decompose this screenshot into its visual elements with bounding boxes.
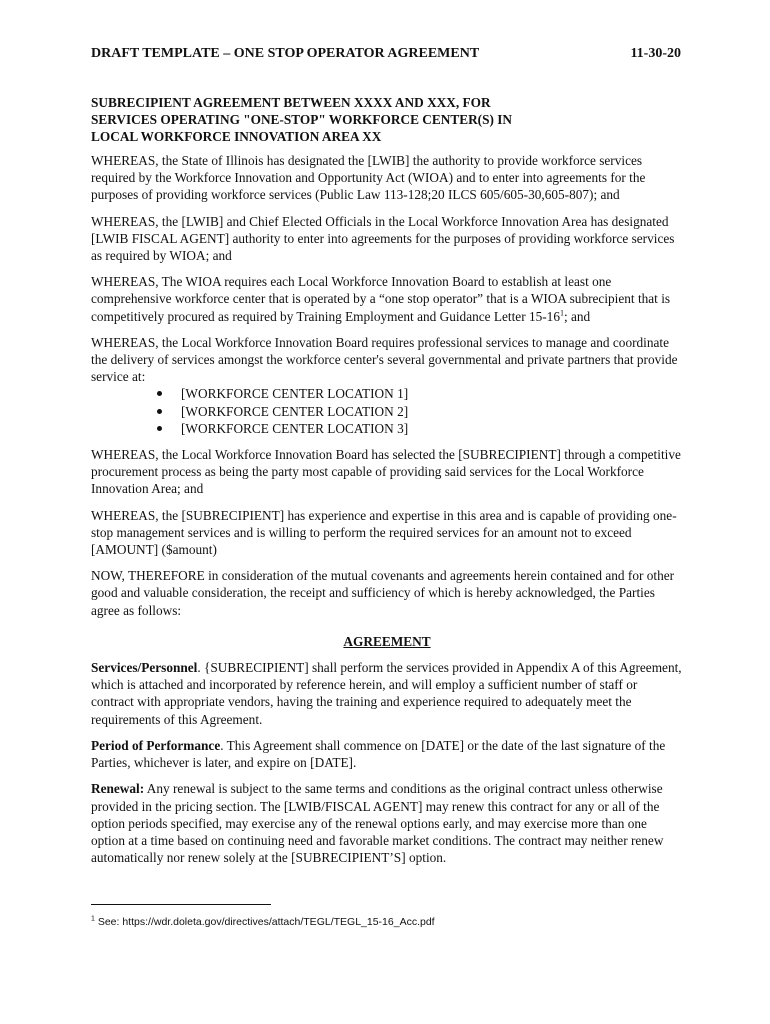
whereas-paragraph-3 bbox=[91, 273, 683, 325]
now-therefore-paragraph: NOW, THEREFORE in consideration of the mutual covenants and agreements herein contained and for other good and valuable consideration, the receipt and sufficiency of which is hereby acknowledged, the Parties agree as follows: bbox=[91, 568, 675, 618]
footnote-divider bbox=[91, 904, 271, 905]
location-text: [WORKFORCE CENTER LOCATION 1] bbox=[181, 386, 409, 402]
page-header bbox=[91, 46, 681, 62]
renewal-section bbox=[91, 780, 683, 866]
whereas-paragraph-5: WHEREAS, the Local Workforce Innovation Board has selected the [SUBRECIPIENT] through a competitive procurement process as being the party most capable of providing said services for the Local Workforce Innovation Area; and bbox=[91, 447, 681, 497]
services-section bbox=[91, 659, 683, 728]
whereas-paragraph-3-text: WHEREAS, The WIOA requires each Local Workforce Innovation Board to establish at least one comprehensive workforce center that is operated by a “one stop operator” that is a WIOA subrecipient that is competitively procured as required by Training Employment and Guidance Letter 15-16 bbox=[91, 274, 671, 324]
document-title bbox=[91, 94, 561, 145]
renewal-text: Any renewal is subject to the same terms and conditions as the original contract unless otherwise provided in the pricing section. The [LWIB/FISCAL AGENT] may renew this contract for any or all of the option periods specified, may exercise any of the renewal options early, and may exercise more than one option at a time based on continuing need and favorable market conditions. The contract may neither renew automatically nor renew solely at the [SUBRECIPIENT’S] option. bbox=[91, 781, 664, 866]
agreement-heading: AGREEMENT bbox=[343, 633, 431, 649]
location-text: [WORKFORCE CENTER LOCATION 3] bbox=[181, 420, 409, 436]
list-item bbox=[181, 403, 683, 420]
period-heading: Period of Performance bbox=[91, 737, 221, 753]
location-text: [WORKFORCE CENTER LOCATION 2] bbox=[181, 403, 409, 419]
bullet-icon bbox=[157, 391, 162, 396]
whereas-paragraph-6: WHEREAS, the [SUBRECIPIENT] has experience and expertise in this area and is capable of providing one-stop management services and is willing to perform the required services for an amount not to exceed [AMOUNT] ($amount) bbox=[91, 507, 677, 558]
period-section bbox=[91, 737, 683, 771]
whereas-paragraph-3-end: ; and bbox=[563, 308, 591, 324]
footnote-marker: 1 bbox=[91, 915, 95, 923]
title-line-2: SERVICES OPERATING "ONE-STOP" WORKFORCE CENTER(S) IN bbox=[91, 112, 513, 127]
title-line-1: SUBRECIPIENT AGREEMENT BETWEEN XXXX AND XXX, FOR bbox=[91, 95, 491, 110]
header-date: 11-30-20 bbox=[630, 46, 681, 61]
bullet-icon bbox=[157, 426, 162, 431]
header-title: DRAFT TEMPLATE – ONE STOP OPERATOR AGREEMENT bbox=[91, 46, 480, 61]
footnote-reference: 1 bbox=[559, 308, 564, 318]
footnote-text: See: https://wdr.doleta.gov/directives/attach/TEGL/TEGL_15-16_Acc.pdf bbox=[94, 916, 435, 928]
renewal-heading: Renewal: bbox=[91, 781, 145, 797]
document-body bbox=[91, 152, 683, 875]
bullet-icon bbox=[157, 409, 162, 414]
whereas-paragraph-4: WHEREAS, the Local Workforce Innovation Board requires professional services to manage and coordinate the delivery of services amongst the workforce center's several governmental and private partners that provide service at: bbox=[91, 334, 678, 385]
services-text: . {SUBRECIPIENT] shall perform the services provided in Appendix A of this Agreement, which is attached and incorporated by reference herein, and will employ a sufficient number of staff or contract with appropriate vendors, having the training and experience required to adequately meet the requirements of this Agreement. bbox=[91, 660, 682, 727]
period-text: . This Agreement shall commence on [DATE] or the date of the last signature of the Parties, whichever is later, and expire on [DATE]. bbox=[91, 737, 666, 771]
title-line-3: LOCAL WORKFORCE INNOVATION AREA XX bbox=[91, 129, 382, 144]
services-heading: Services/Personnel bbox=[91, 660, 198, 676]
footnote bbox=[91, 916, 435, 928]
list-item bbox=[181, 420, 683, 437]
location-list bbox=[91, 385, 683, 437]
list-item bbox=[181, 385, 683, 402]
whereas-paragraph-2: WHEREAS, the [LWIB] and Chief Elected Officials in the Local Workforce Innovation Area has designated [LWIB FISCAL AGENT] authority to enter into agreements for the purposes of providing workforce services as required by WIOA; and bbox=[91, 213, 675, 264]
whereas-paragraph-1: WHEREAS, the State of Illinois has designated the [LWIB] the authority to provide workforce services required by the Workforce Innovation and Opportunity Act (WIOA) and to enter into agreements for the purposes of providing workforce services (Public Law 113-128;20 ILCS 605/605-30,605-807); and bbox=[91, 153, 646, 203]
